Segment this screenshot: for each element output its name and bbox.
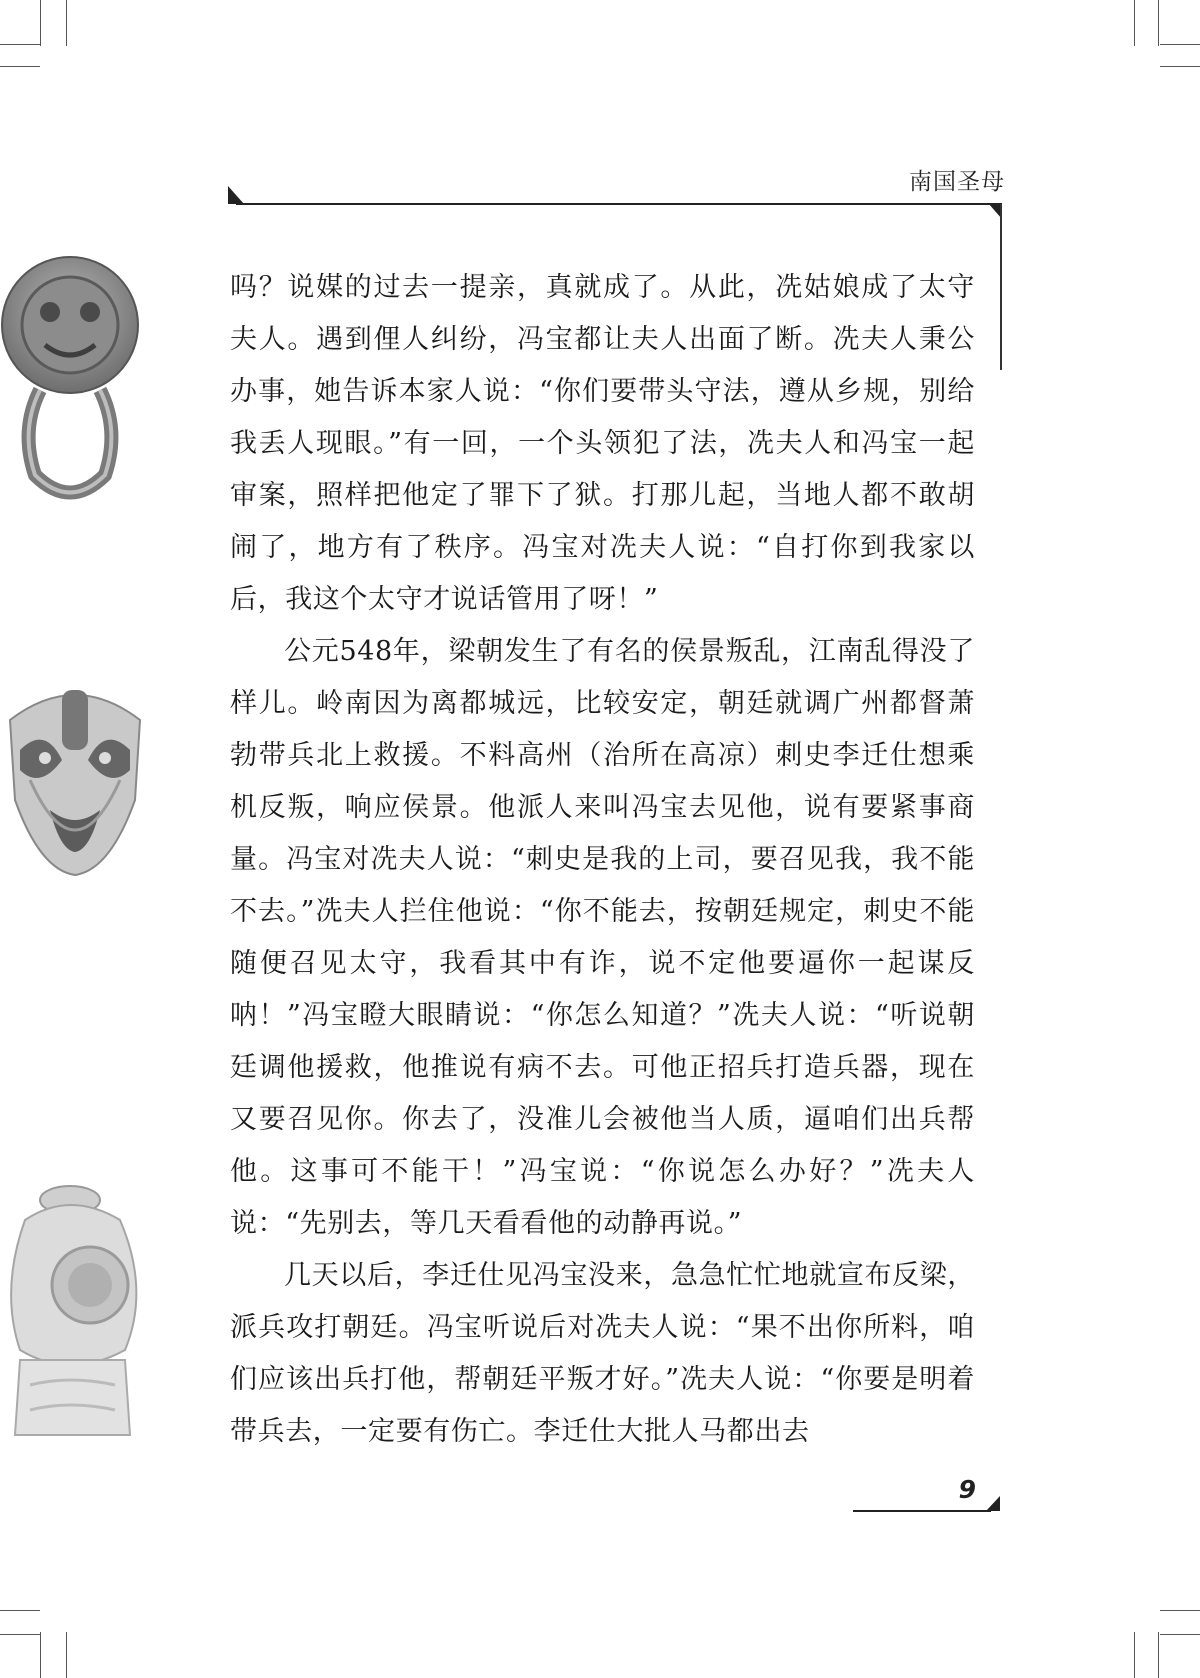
paragraph: 吗？说媒的过去一提亲，真就成了。从此，冼姑娘成了太守夫人。遇到俚人纠纷，冯宝都让夫人出面了断。冼夫人秉公办事，她告诉本家人说：“你们要带头守法，遵从乡规，别给我丢人现眼。”有一回，一个头领犯了法，冼夫人和冯宝一起审案，照样把他定了罪下了狱。打那儿起，当地人都不敢胡闹了，地方有了秩序。冯宝对冼夫人说：“自打你到我家以后，我这个太守才说话管用了呀！” [230, 272, 975, 615]
crop-mark-bottom-right-h [1160, 1610, 1200, 1611]
crop-mark-bottom-right-h2 [1160, 1634, 1200, 1635]
carved-seal-icon [0, 1180, 150, 1450]
crop-mark-top-right-h [1160, 44, 1200, 45]
crop-mark-bottom-left-h [0, 1610, 40, 1611]
footer-rule [853, 1510, 991, 1512]
paragraph: 几天以后，李迁仕见冯宝没来，急急忙忙地就宣布反梁，派兵攻打朝廷。冯宝听说后对冼夫人说：“果不出你所料，咱们应该出兵打他，帮朝廷平叛才好。”冼夫人说：“你要是明着带兵去，一定要有伤亡。李迁仕大批人马都出去 [230, 1260, 975, 1447]
crop-mark-top-right-v2 [1158, 0, 1159, 46]
header-left-triangle [228, 186, 244, 204]
paragraph: 公元548年，梁朝发生了有名的侯景叛乱，江南乱得没了样儿。岭南因为离都城远，比较安定，朝廷就调广州都督萧勃带兵北上救援。不料高州（治所在高凉）刺史李迁仕想乘机反叛，响应侯景。他派人来叫冯宝去见他，说有要紧事商量。冯宝对冼夫人说：“刺史是我的上司，要召见我，我不能不去。”冼夫人拦住他说：“你不能去，按朝廷规定，刺史不能随便召见太守，我看其中有诈，说不定他要逼你一起谋反呐！”冯宝瞪大眼睛说：“你怎么知道？”冼夫人说：“听说朝廷调他援救，他推说有病不去。可他正招兵打造兵器，现在又要召见你。你去了，没准儿会被他当人质，逼咱们出兵帮他。这事可不能干！”冯宝说：“你说怎么办好？”冼夫人说：“先别去，等几天看看他的动静再说。” [230, 636, 975, 1239]
crop-mark-bottom-left-h2 [0, 1634, 40, 1635]
opera-mask-icon [0, 680, 150, 880]
running-header-title: 南国圣母 [909, 169, 1005, 195]
crop-mark-top-left-h [0, 44, 40, 45]
header-right-vertical-line [1000, 204, 1002, 370]
crop-mark-top-left-h2 [0, 66, 40, 67]
crop-mark-bottom-left-v2 [66, 1632, 67, 1678]
crop-mark-top-left-v2 [66, 0, 67, 46]
decorative-sidebar [0, 250, 150, 1460]
footer-triangle [986, 1496, 1000, 1511]
body-text [230, 262, 975, 1458]
header-rule [236, 203, 996, 205]
door-knocker-icon [0, 250, 150, 530]
crop-mark-top-left-v [40, 0, 41, 46]
crop-mark-bottom-right-v [1134, 1632, 1135, 1678]
crop-mark-bottom-left-v [40, 1632, 41, 1678]
crop-mark-top-right-h2 [1160, 66, 1200, 67]
crop-mark-top-right-v [1134, 0, 1135, 46]
page-number: 9 [958, 1475, 976, 1504]
crop-mark-bottom-right-v2 [1158, 1632, 1159, 1678]
